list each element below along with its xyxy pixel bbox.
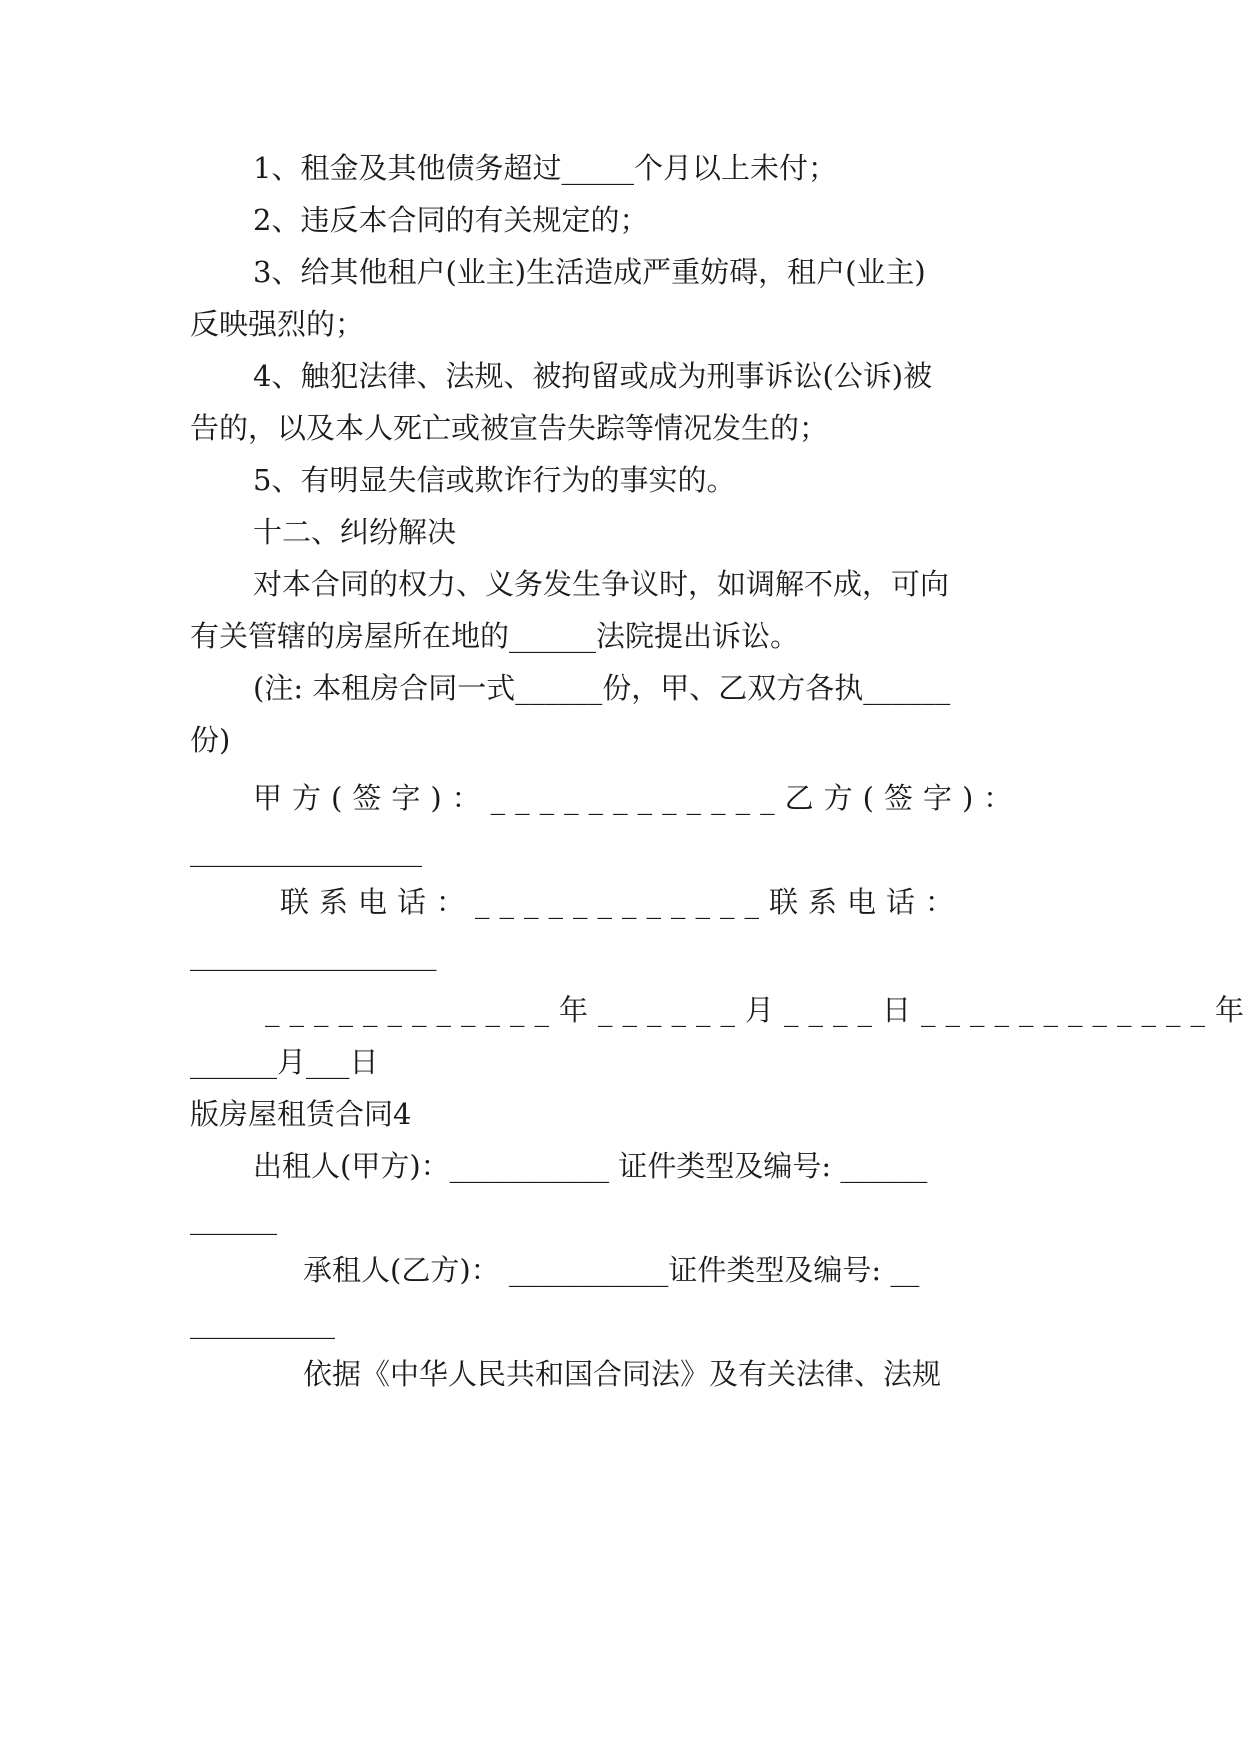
lessor-blank: ______: [190, 1201, 277, 1235]
clause-line: 有关管辖的房屋所在地的______法院提出诉讼。: [190, 619, 800, 653]
date-line: ____________年______月____日____________年: [265, 993, 1254, 1027]
clause-line: 4、触犯法律、法规、被拘留或成为刑事诉讼(公诉)被: [253, 359, 933, 393]
clause-line: 2、违反本合同的有关规定的；: [253, 203, 649, 237]
phone-blank: _________________: [190, 937, 437, 971]
basis-line: 依据《中华人民共和国合同法》及有关法律、法规: [303, 1357, 942, 1391]
clause-line: 5、有明显失信或欺诈行为的事实的。: [253, 463, 736, 497]
clause-line: 反映强烈的；: [190, 307, 365, 341]
section-heading: 十二、纠纷解决: [253, 515, 457, 549]
clause-line: 1、租金及其他债务超过_____个月以上未付；: [253, 151, 837, 185]
contract-title: 版房屋租赁合同4: [190, 1097, 412, 1131]
signature-blank: ________________: [190, 833, 422, 867]
lessor-line: 出租人(甲方)：___________ 证件类型及编号: ______: [253, 1149, 928, 1183]
signature-line: 甲方(签字)：____________乙方(签字)：: [253, 781, 1023, 815]
note-line: (注: 本租房合同一式______份，甲、乙双方各执______: [253, 671, 951, 705]
date-line: ______月___日: [190, 1045, 379, 1079]
clause-line: 告的，以及本人死亡或被宣告失踪等情况发生的；: [190, 411, 829, 445]
note-line: 份): [190, 723, 231, 757]
lessee-blank: __________: [190, 1305, 335, 1339]
lessee-line: 承租人(乙方)： ___________证件类型及编号: __: [303, 1253, 920, 1287]
clause-line: 3、给其他租户(业主)生活造成严重妨碍，租户(业主): [253, 255, 926, 289]
clause-line: 对本合同的权力、义务发生争议时，如调解不成，可向: [253, 567, 950, 601]
phone-line: 联系电话：____________联系电话：: [280, 885, 965, 919]
